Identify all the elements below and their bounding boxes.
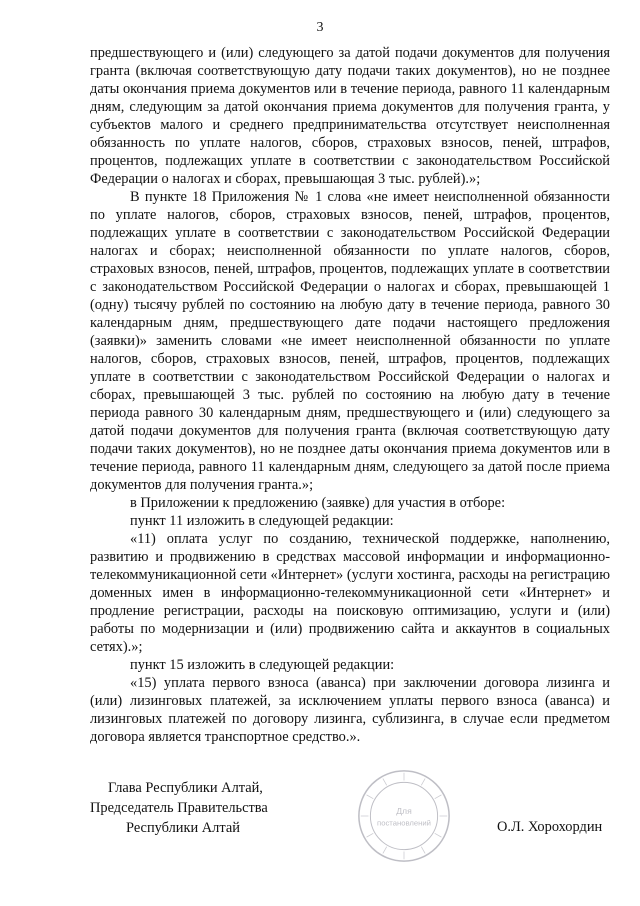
signature-block <box>0 778 640 858</box>
signatory-title-line-1: Глава Республики Алтай, <box>108 780 263 796</box>
signatory-title-line-3: Республики Алтай <box>126 820 240 836</box>
page-number: 3 <box>316 20 324 35</box>
paragraph-item-15-text: «15) уплата первого взноса (аванса) при заключении договора лизинга и (или) лизинговых платежей, за исключением уплаты первого взноса (аванса) и лизинговых платежей по договору лизинга, сублизинга, в случае если предметом договора является транспортное средство.». <box>90 675 610 745</box>
stamp-center-text-2: постановлений <box>377 818 431 828</box>
signatory-title-line-2: Председатель Правительства <box>90 800 268 816</box>
paragraph-clause-18: В пункте 18 Приложения № 1 слова «не имеет неисполненной обязанности по уплате налогов, сборов, страховых взносов, пеней, штрафов, процентов, подлежащих уплате в соответствии с законодательством Российской Федерации налогах и сборах; неисполненной обязанности по уплате налогов, сборов, страховых взносов, пеней, штрафов, процентов, подлежащих уплате в соответствии с законодательством Российской Федерации о налогах и сборах, превышающей 1 (одну) тысячу рублей по состоянию на любую дату в течение периода, равного 30 календарным дням, предшествующего дате подачи настоящего предложения (заявки)» заменить словами «не имеет неисполненной обязанности по уплате налогов, сборов, страховых взносов, пеней, штрафов, процентов, подлежащих уплате в соответствии с законодательством Российской Федерации о налогах и сборах, превышающей 3 тыс. рублей по состоянию на любую дату в течение периода равного 30 календарным дням, предшествующего и (или) следующего за датой подачи документов для получения гранта (включая соответствующую дату подачи таких документов), но не позднее даты окончания приема документов или в течение периода, равного 11 календарным дням, следующего за датой после приема документов для получения гранта.»; <box>90 189 610 493</box>
signatory-name: О.Л. Хорохордин <box>497 819 603 835</box>
paragraph-item-15-intro: пункт 15 изложить в следующей редакции: <box>130 657 395 673</box>
paragraph-appendix-intro: в Приложении к предложению (заявке) для участия в отборе: <box>130 495 506 511</box>
document-body <box>90 44 610 746</box>
stamp-center-text-1: Для <box>396 806 412 817</box>
paragraph-continuation: предшествующего и (или) следующего за датой подачи документов для получения гранта (включая соответствующую дату подачи таких документов), но не позднее даты окончания приема документов или в течение периода, равного 11 календарным дням, следующим за датой окончания приема документов для получения гранта, у субъектов малого и среднего предпринимательства отсутствует неисполненная обязанность по уплате налогов, сборов, страховых взносов, пеней, штрафов, процентов, подлежащих уплате в соответствии с законодательством Российской Федерации о налогах и сборах, превышающая 3 тыс. рублей).»; <box>90 45 610 187</box>
signatory-title <box>90 778 310 838</box>
paragraph-item-11-intro: пункт 11 изложить в следующей редакции: <box>130 513 394 529</box>
paragraph-item-11-text: «11) оплата услуг по созданию, технической поддержке, наполнению, развитию и продвижению в средствах массовой информации и информационно-телекоммуникационной сети «Интернет» (услуги хостинга, расходы на регистрацию доменных имен в информационно-телекоммуникационной сети «Интернет» и продление регистрации, расходы на поисковую оптимизацию, услуги и (или) работы по модернизации и (или) продвижению сайта и аккаунтов в социальных сетях).»; <box>90 531 610 655</box>
